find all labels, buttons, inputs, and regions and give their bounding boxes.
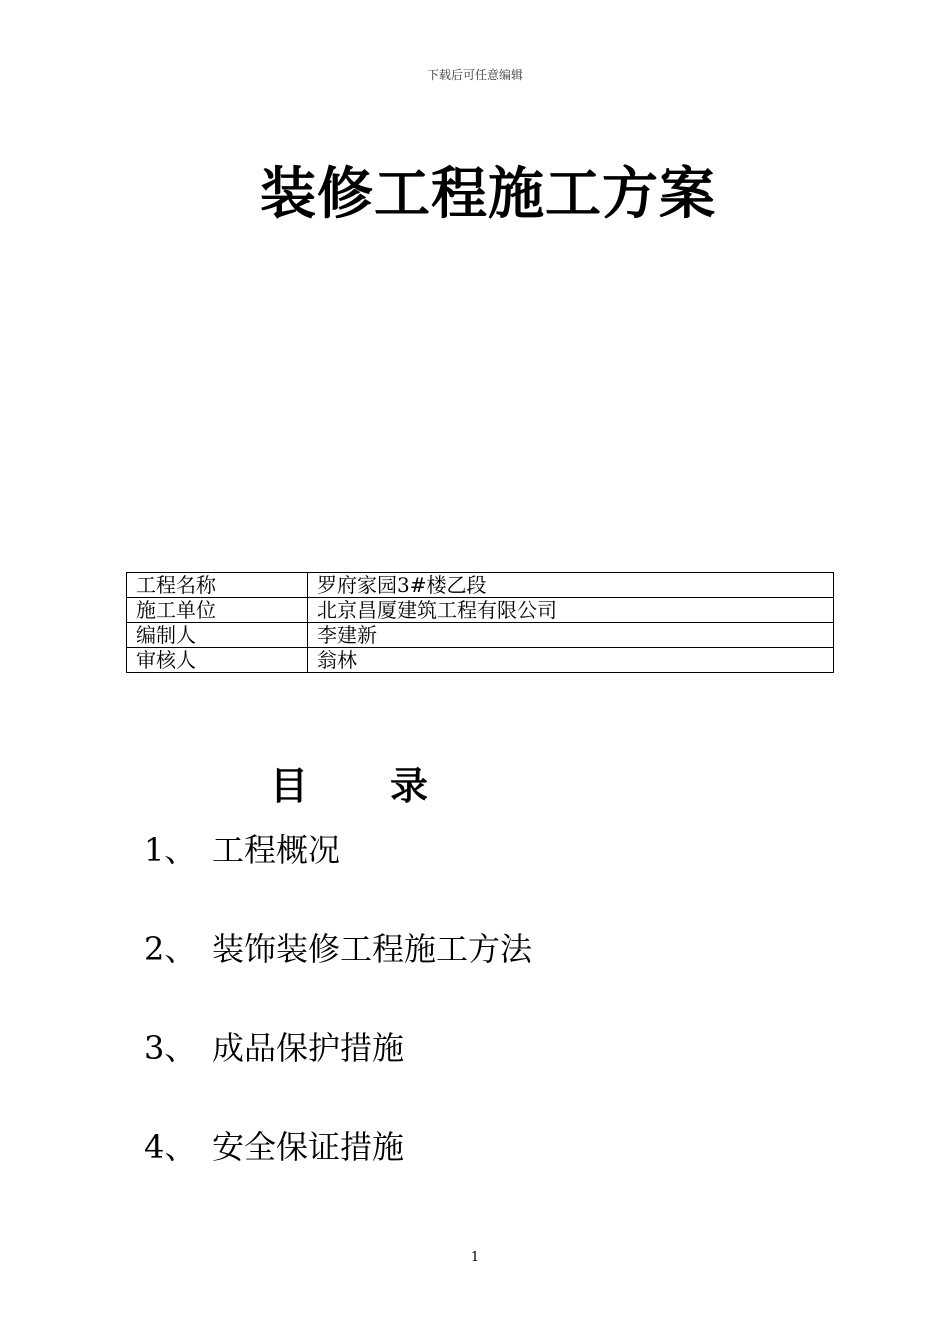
author-value: 李建新 — [308, 623, 834, 648]
document-title: 装修工程施工方案 — [260, 161, 716, 227]
table-row — [127, 623, 834, 648]
project-info-table — [126, 572, 834, 673]
page-number: 1 — [470, 1250, 480, 1265]
project-name-value: 罗府家园3#楼乙段 — [308, 573, 834, 598]
project-name-label: 工程名称 — [127, 573, 308, 598]
author-label: 编制人 — [127, 623, 308, 648]
toc-item — [144, 1127, 404, 1167]
table-row — [127, 573, 834, 598]
reviewer-value: 翁林 — [308, 648, 834, 673]
toc-item-text: 安全保证措施 — [212, 1128, 405, 1166]
toc-item-number: 3、 — [144, 1029, 197, 1067]
toc-item — [144, 1028, 404, 1068]
table-row — [127, 598, 834, 623]
toc-item-number: 2、 — [144, 930, 197, 968]
toc-heading-right: 录 — [390, 763, 429, 808]
toc-heading — [270, 755, 428, 810]
toc-item — [144, 929, 532, 969]
toc-item-text: 成品保护措施 — [212, 1029, 405, 1067]
toc-item-text: 装饰装修工程施工方法 — [212, 930, 533, 968]
toc-item — [144, 830, 340, 870]
toc-heading-left: 目 — [270, 763, 309, 808]
contractor-value: 北京昌厦建筑工程有限公司 — [308, 598, 834, 623]
toc-item-number: 4、 — [144, 1128, 197, 1166]
toc-item-number: 1、 — [144, 831, 197, 869]
reviewer-label: 审核人 — [127, 648, 308, 673]
toc-item-text: 工程概况 — [212, 831, 341, 869]
contractor-label: 施工单位 — [127, 598, 308, 623]
header-note: 下载后可任意编辑 — [426, 68, 523, 82]
table-row — [127, 648, 834, 673]
